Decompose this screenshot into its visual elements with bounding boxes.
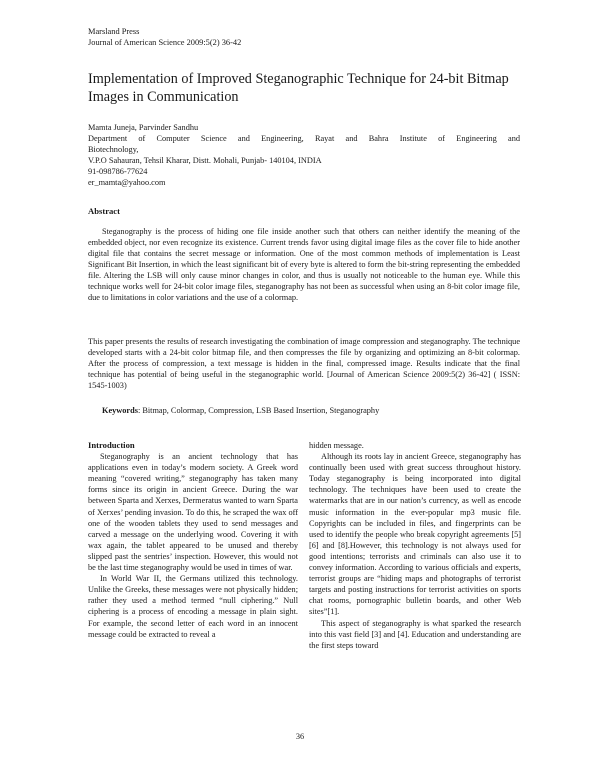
affiliation-line-2: Biotechnology, [88, 145, 139, 154]
publisher-name: Marsland Press [88, 27, 140, 36]
abstract-paragraph-1: Steganography is the process of hiding one file inside another such that others can neither identify the meaning of the embedded object, nor even recognize its existence. Current trends favor using digital image files as the cover file to hide another digital file that contains the secret message or information. One of the most common methods of implementation is Least Significant Bit Insertion, in which the least significant bit of every byte is altered to form the bit-string representing the embedded file. Altering the LSB will only cause minor changes in color, and thus is usually not noticeable to the human eye. While this technique works well for 24-bit color image files, steganography has not been as successful when using an 8-bit color image file, due to limitations in color variations and the use of a colormap. [88, 227, 520, 302]
author-email: er_mamta@yahoo.com [88, 178, 166, 187]
left-column [88, 440, 298, 640]
author-address: V.P.O Sahauran, Tehsil Kharar, Distt. Mohali, Punjab- 140104, INDIA [88, 156, 322, 165]
right-column [309, 440, 521, 651]
introduction-heading: Introduction [88, 440, 135, 450]
affiliation-line-1: Department of Computer Science and Engineering, Rayat and Bahra Institute of Engineering and [88, 134, 520, 143]
keywords-line [102, 406, 379, 415]
intro-paragraph-2-continued: hidden message. [309, 441, 364, 450]
paper-title: Implementation of Improved Steganographic Technique for 24-bit Bitmap Images in Communication [88, 71, 509, 105]
intro-paragraph-4: This aspect of steganography is what sparked the research into this vast field [3] and [4]. Education and understanding are the first steps toward [309, 618, 521, 650]
journal-citation: Journal of American Science 2009:5(2) 36-42 [88, 38, 242, 47]
keywords-text: : Bitmap, Colormap, Compression, LSB Based Insertion, Steganography [137, 406, 380, 415]
abstract-heading: Abstract [88, 206, 120, 216]
intro-paragraph-1: Steganography is an ancient technology that has applications even in today’s modern society. A Greek word meaning “covered writing,” steganography has taken many forms since its origin in ancient Greece. During the war between Sparta and Xerxes, Dermeratus wanted to warn Sparta of Xerxes’ pending invasion. To do this, he scraped the wax off one of the wooden tablets they used to send messages and carved a message on the underlying wood. Covering it with wax again, the tablet appeared to be unused and thereby slipped past the sentries’ inspection. However, this would not be the last time steganography would be used in times of war. [88, 452, 298, 573]
author-block [88, 122, 520, 188]
abstract-paragraph-2: This paper presents the results of research investigating the combination of image compression and steganography. The technique developed starts with a 24-bit color bitmap file, and then compresses the file by organizing and optimizing an 8-bit colormap. After the process of compression, a text message is hidden in the final, compressed image. Results indicate that the final technique has potential of being useful in the steganographic world. [Journal of American Science 2009:5(2) 36-42] ( ISSN: 1545-1003) [88, 337, 520, 390]
keywords-label: Keywords [102, 406, 138, 415]
intro-paragraph-2: In World War II, the Germans utilized this technology. Unlike the Greeks, these messages were not physically hidden; rather they used a method termed “null ciphering.” Null ciphering is a process of encoding a message in plain sight. For example, the second letter of each word in an innocent message could be extracted to reveal a [88, 574, 298, 639]
author-names: Mamta Juneja, Parvinder Sandhu [88, 123, 199, 132]
author-phone: 91-098786-77624 [88, 167, 148, 176]
running-header [88, 26, 241, 48]
intro-paragraph-3: Although its roots lay in ancient Greece, steganography has continually been used with great success throughout history. Today steganography is being incorporated into digital technology. The techniques have been used to create the watermarks that are in our nation’s currency, as well as encode music information in the ever-popular mp3 music file. Copyrights can be included in files, and fingerprints can be used to identify the people who break copyright agreements [5] [6] and [8].However, this technology is not always used for good intentions; terrorists and criminals can also use it to convey information. According to various officials and experts, terrorist groups are “hiding maps and photographs of terrorist targets and posting instructions for terrorist activities on sports chat rooms, pornographic bulletin boards, and other Web sites”[1]. [309, 452, 521, 617]
page-number: 36 [295, 732, 305, 741]
